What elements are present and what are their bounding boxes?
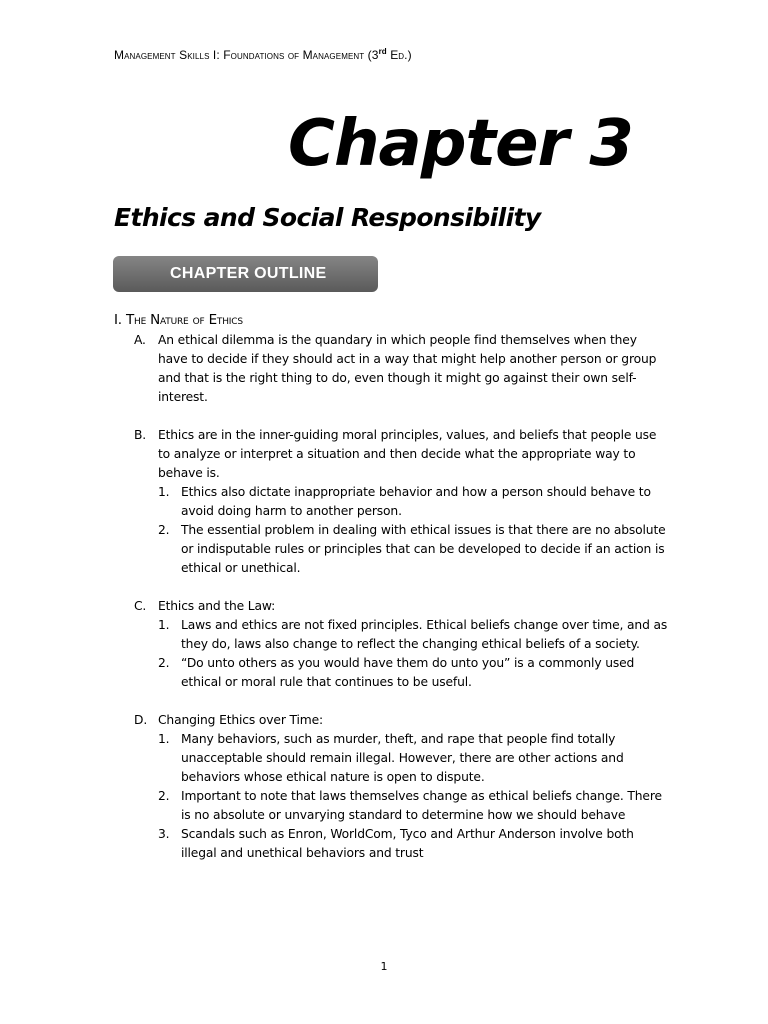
outline-item-d	[114, 711, 669, 730]
outline-item-c	[114, 597, 669, 616]
page-number: 1	[380, 960, 388, 973]
item-text: Changing Ethics over Time:	[158, 713, 323, 727]
item-label: C.	[134, 599, 147, 613]
outline-subitem-b1	[114, 483, 669, 521]
subitem-label: 3.	[158, 827, 170, 841]
running-header	[114, 48, 412, 62]
chapter-outline-banner	[113, 256, 378, 292]
item-text: Ethics and the Law:	[158, 599, 276, 613]
item-label: D.	[134, 713, 148, 727]
chapter-number: Chapter 3	[288, 107, 633, 181]
subitem-text: “Do unto others as you would have them do unto you” is a commonly used ethical or moral rule that continues to be useful.	[181, 656, 635, 689]
outline-subitem-c1	[114, 616, 669, 654]
subitem-text: Important to note that laws themselves change as ethical beliefs change. There is no absolute or unvarying standard to determine how we should behave	[181, 789, 662, 822]
item-label: A.	[134, 333, 146, 347]
subitem-label: 2.	[158, 789, 170, 803]
subitem-text: The essential problem in dealing with ethical issues is that there are no absolute or indisputable rules or principles that can be developed to decide if an action is ethical or unethical.	[181, 523, 666, 575]
subitem-label: 1.	[158, 618, 170, 632]
outline-subitem-d2	[114, 787, 669, 825]
subitem-label: 1.	[158, 485, 170, 499]
section-heading: I. The Nature of Ethics	[114, 312, 243, 328]
subitem-text: Many behaviors, such as murder, theft, and rape that people find totally unacceptable should remain illegal. However, there are other actions and behaviors whose ethical nature is open to dispute.	[181, 732, 624, 784]
running-header-title: Management Skills I: Foundations of Management (3	[114, 48, 379, 62]
subitem-label: 2.	[158, 523, 170, 537]
outline-content	[114, 331, 669, 863]
outline-subitem-b2	[114, 521, 669, 578]
outline-subitem-c2	[114, 654, 669, 692]
item-text: Ethics are in the inner-guiding moral principles, values, and beliefs that people use to analyze or interpret a situation and then decide what the appropriate way to behave is.	[158, 428, 657, 480]
outline-item-b	[114, 426, 669, 483]
outline-subitem-d1	[114, 730, 669, 787]
subitem-text: Laws and ethics are not fixed principles. Ethical beliefs change over time, and as they do, laws also change to reflect the changing ethical beliefs of a society.	[181, 618, 668, 651]
outline-subitem-d3	[114, 825, 669, 863]
subitem-text: Scandals such as Enron, WorldCom, Tyco and Arthur Anderson involve both illegal and unethical behaviors and trust	[181, 827, 634, 860]
item-text: An ethical dilemma is the quandary in which people find themselves when they have to decide if they should act in a way that might help another person or group and that is the right thing to do, even though it might go against their own self- interest.	[158, 333, 657, 404]
subitem-label: 2.	[158, 656, 170, 670]
subitem-text: Ethics also dictate inappropriate behavior and how a person should behave to avoid doing harm to another person.	[181, 485, 651, 518]
running-header-suffix: Ed.)	[386, 48, 412, 62]
outline-item-a	[114, 331, 669, 407]
item-label: B.	[134, 428, 147, 442]
subitem-label: 1.	[158, 732, 170, 746]
edition-superscript: rd	[378, 47, 387, 56]
chapter-outline-label: CHAPTER OUTLINE	[170, 265, 327, 282]
chapter-title: Ethics and Social Responsibility	[114, 203, 541, 232]
